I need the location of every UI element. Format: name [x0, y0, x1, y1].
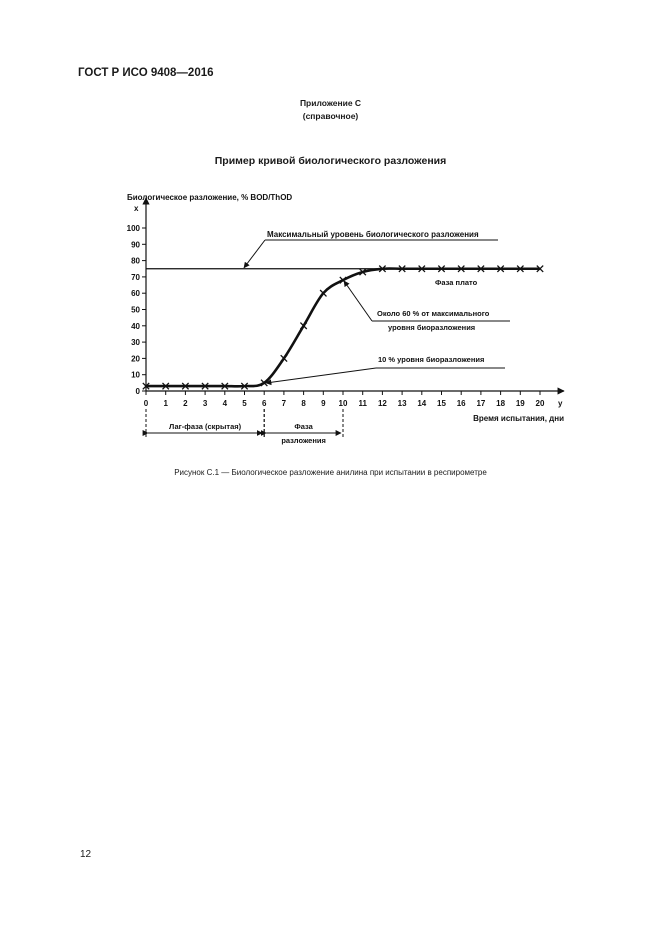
- degradation-phase-label-line2: разложения: [281, 436, 326, 445]
- x-tick-label: 6: [261, 399, 267, 408]
- data-point-marker: [320, 290, 326, 296]
- ten-percent-arrow: [266, 368, 376, 383]
- y-tick-label: 80: [131, 256, 140, 266]
- annotations: [143, 230, 510, 445]
- x-tick-label: 17: [476, 399, 486, 408]
- sixty-percent-arrow: [344, 281, 372, 321]
- degradation-phase-label-line1: Фаза: [294, 422, 313, 431]
- y-tick-label: 10: [131, 370, 140, 380]
- y-tick-label: 60: [131, 289, 140, 299]
- x-tick-label: 2: [183, 399, 188, 408]
- x-axis-label: Время испытания, дни: [473, 414, 564, 423]
- x-tick-label: 20: [535, 399, 545, 408]
- lag-phase-label: Лаг-фаза (скрытая): [169, 422, 242, 431]
- figure-caption: Рисунок С.1 — Биологическое разложение анилина при испытании в респирометре: [174, 468, 487, 477]
- y-axis-label: Биологическое разложение, % BOD/ThOD: [127, 193, 293, 202]
- appendix-title: Приложение С: [299, 98, 362, 108]
- y-tick-label: 90: [131, 240, 140, 250]
- x-tick-label: 7: [281, 399, 287, 408]
- max-level-arrow: [244, 240, 265, 268]
- ten-percent-label: 10 % уровня биоразложения: [378, 355, 485, 364]
- y-tick-label: 50: [131, 305, 140, 315]
- plateau-label: Фаза плато: [435, 278, 478, 287]
- max-level-label: Максимальный уровень биологического разложения: [267, 230, 479, 239]
- x-axis-letter: y: [558, 399, 563, 408]
- y-tick-label: 0: [135, 387, 140, 396]
- y-axis-letter: x: [134, 204, 139, 213]
- x-tick-label: 13: [397, 399, 407, 408]
- data-marks: [143, 266, 543, 390]
- x-tick-label: 1: [163, 399, 168, 408]
- x-tick-label: 19: [515, 399, 525, 408]
- standard-code: ГОСТ Р ИСО 9408—2016: [78, 67, 214, 79]
- x-tick-label: 8: [301, 399, 306, 408]
- x-tick-label: 14: [417, 399, 427, 408]
- sixty-percent-label-line1: Около 60 % от максимального: [377, 309, 490, 318]
- x-tick-label: 5: [242, 399, 247, 408]
- x-tick-label: 3: [202, 399, 208, 408]
- axes: [127, 193, 564, 423]
- sixty-percent-label-line2: уровня биоразложения: [388, 323, 476, 332]
- y-tick-label: 70: [131, 272, 140, 282]
- x-tick-label: 16: [456, 399, 466, 408]
- x-tick-label: 11: [358, 399, 367, 408]
- degradation-curve: [146, 269, 540, 387]
- page-number: 12: [80, 849, 92, 860]
- x-tick-label: 15: [437, 399, 446, 408]
- x-tick-label: 9: [321, 399, 326, 408]
- y-tick-label: 30: [131, 338, 140, 348]
- appendix-note: (справочное): [302, 111, 359, 121]
- figure-title: Пример кривой биологического разложения: [214, 155, 447, 167]
- x-tick-label: 4: [222, 399, 228, 408]
- x-tick-label: 0: [143, 399, 149, 408]
- y-tick-label: 40: [131, 321, 140, 331]
- y-tick-label: 100: [126, 224, 140, 233]
- x-tick-label: 10: [338, 399, 348, 408]
- x-tick-label: 12: [377, 399, 387, 408]
- y-tick-label: 20: [131, 354, 140, 364]
- x-tick-label: 18: [496, 399, 506, 408]
